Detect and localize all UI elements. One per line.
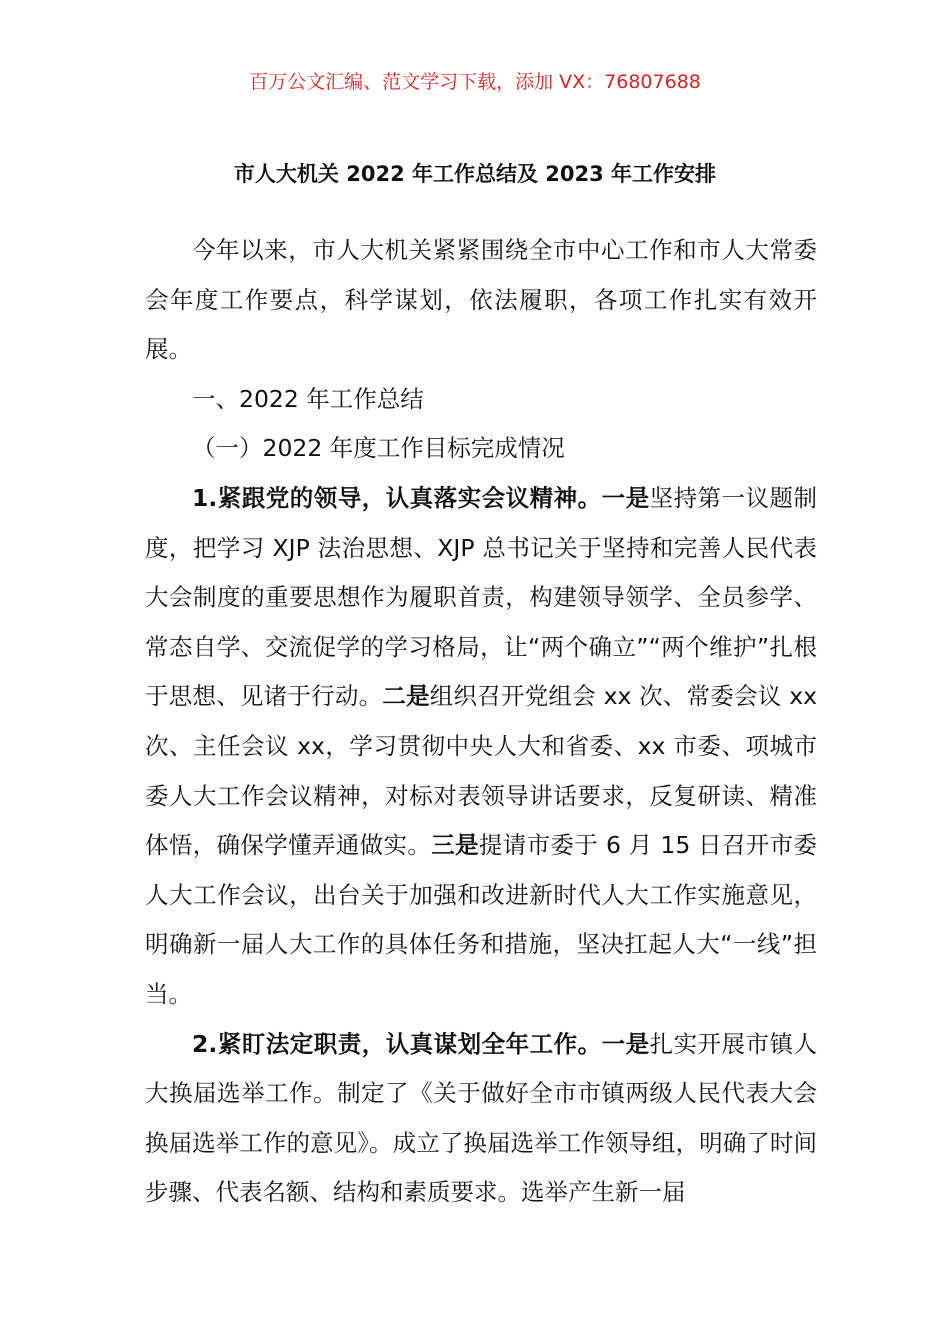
intro-paragraph: 今年以来，市人大机关紧紧围绕全市中心工作和市人大常委会年度工作要点，科学谋划，依法履职，各项工作扎实有效开展。 <box>145 236 817 364</box>
section-heading-1: 一、2022 年工作总结 <box>192 384 424 413</box>
item-1-marker-1: 一是 <box>601 483 650 512</box>
paragraph-item-1 <box>145 474 817 1020</box>
item-1-text-1: 坚持第一议题制度，把学习 XJP 法治思想、XJP 总书记关于坚持和完善人民代表大会制度的重要思想作为履职首责，构建领导领学、全员参学、常态自学、交流促学的学习格局，让“两个确立”“两个维护”扎根于思想、见诸于行动。 <box>145 483 818 711</box>
item-1-text-3: 提请市委于 6 月 15 日召开市委人大工作会议，出台关于加强和改进新时代人大工作实施意见，明确新一届人大工作的具体任务和措施，坚决扛起人大“一线”担当。 <box>145 831 818 1008</box>
paragraph-item-2 <box>145 1020 817 1218</box>
document-body <box>145 226 817 1218</box>
document-title: 市人大机关 2022 年工作总结及 2023 年工作安排 <box>233 162 717 186</box>
item-2-lead: 2.紧盯法定职责，认真谋划全年工作。 <box>192 1029 602 1058</box>
item-1-marker-2: 二是 <box>382 682 430 711</box>
item-1-lead: 1.紧跟党的领导，认真落实会议精神。 <box>192 483 602 512</box>
subsection-heading-1: （一）2022 年度工作目标完成情况 <box>192 434 565 463</box>
item-1-text-2: 组织召开党组会 xx 次、常委会议 xx 次、主任会议 xx，学习贯彻中央人大和省委、xx 市委、项城市委人大工作会议精神，对标对表领导讲话要求，反复研读、精准体悟，确保学懂弄通做实。 <box>145 682 818 860</box>
item-2-marker-1: 一是 <box>601 1029 650 1058</box>
item-1-marker-3: 三是 <box>431 831 479 860</box>
header-note: 百万公文汇编、范文学习下载，添加 VX：76807688 <box>249 71 701 93</box>
item-2-text-1: 扎实开展市镇人大换届选举工作。制定了《关于做好全市市镇两级人民代表大会换届选举工作的意见》。成立了换届选举工作领导组，明确了时间步骤、代表名额、结构和素质要求。选举产生新一届 <box>145 1029 818 1207</box>
